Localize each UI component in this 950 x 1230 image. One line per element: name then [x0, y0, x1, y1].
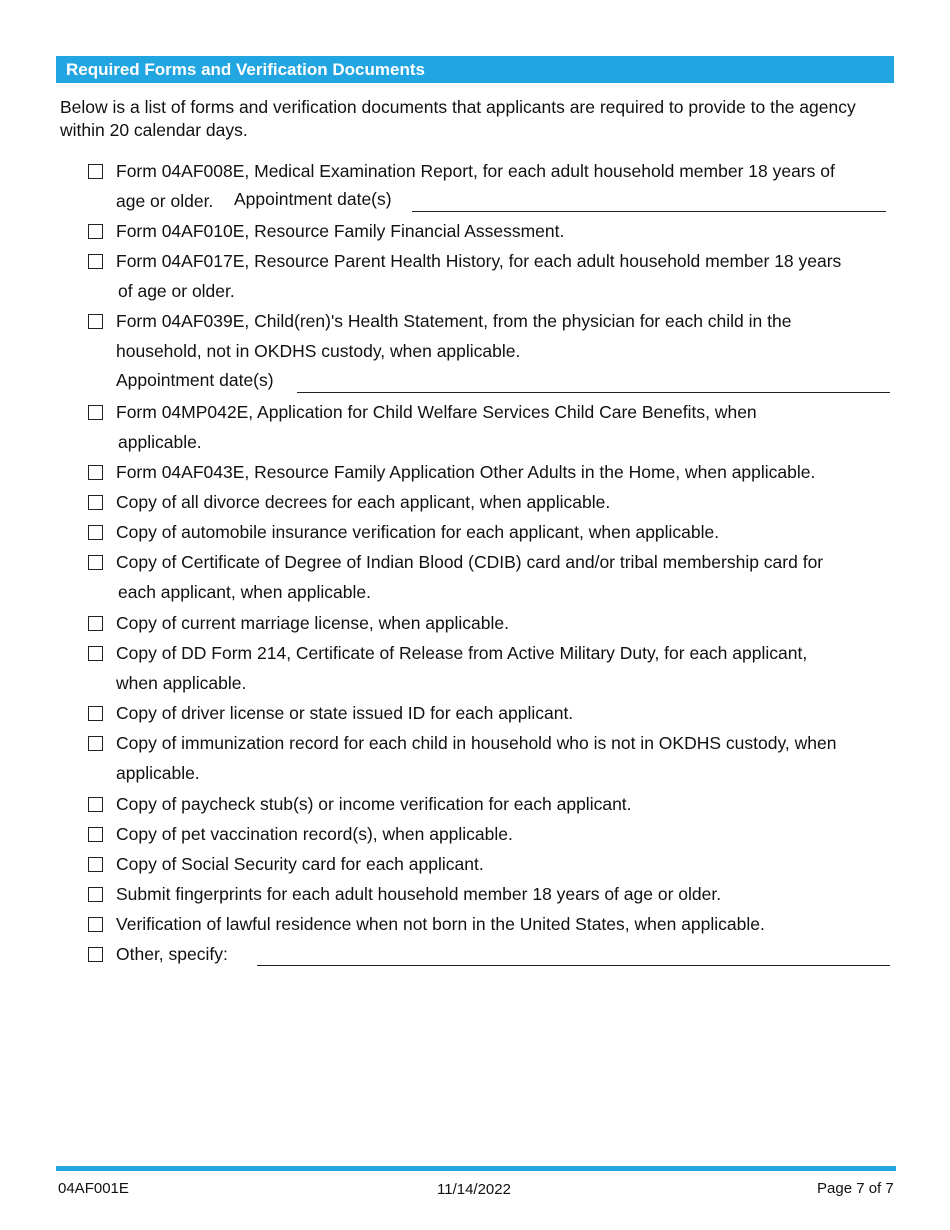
checkbox-marriage-license[interactable]	[88, 616, 103, 631]
section-title: Required Forms and Verification Documents	[66, 60, 425, 79]
checkbox-auto-insurance[interactable]	[88, 525, 103, 540]
appointment-date-input[interactable]	[297, 392, 890, 393]
item-text: Copy of driver license or state issued ID for each applicant.	[116, 703, 574, 723]
checkbox-other-adults[interactable]	[88, 465, 103, 480]
checkbox-cdib-card[interactable]	[88, 555, 103, 570]
item-text: Copy of paycheck stub(s) or income verification for each applicant.	[116, 794, 632, 814]
item-text: Copy of automobile insurance verification for each applicant, when applicable.	[116, 522, 720, 542]
item-text: Verification of lawful residence when not born in the United States, when applicable.	[116, 914, 765, 934]
item-text: Form 04AF010E, Resource Family Financial Assessment.	[116, 221, 565, 241]
form-number: 04AF001E	[58, 1180, 129, 1197]
item-text: Form 04AF043E, Resource Family Application Other Adults in the Home, when applicable.	[116, 462, 816, 482]
item-text-continued: applicable.	[118, 432, 202, 452]
checkbox-immunization-record[interactable]	[88, 736, 103, 751]
checkbox-dd-form-214[interactable]	[88, 646, 103, 661]
item-text-continued: each applicant, when applicable.	[118, 582, 371, 602]
item-text: Copy of current marriage license, when applicable.	[116, 613, 509, 633]
item-text: Form 04MP042E, Application for Child Welfare Services Child Care Benefits, when	[116, 402, 757, 422]
item-text: Form 04AF017E, Resource Parent Health History, for each adult household member 18 years	[116, 251, 842, 271]
item-text: Copy of Social Security card for each applicant.	[116, 854, 484, 874]
item-text: Copy of Certificate of Degree of Indian Blood (CDIB) card and/or tribal membership card for	[116, 552, 824, 572]
footer-divider	[56, 1166, 896, 1171]
item-text-continued: applicable.	[116, 763, 200, 783]
item-text: Copy of pet vaccination record(s), when applicable.	[116, 824, 513, 844]
item-text: Form 04AF039E, Child(ren)'s Health Statement, from the physician for each child in the	[116, 311, 792, 331]
appointment-date-label: Appointment date(s)	[234, 189, 392, 209]
item-text: Submit fingerprints for each adult household member 18 years of age or older.	[116, 884, 722, 904]
checkbox-child-care-benefits[interactable]	[88, 405, 103, 420]
page-number: Page 7 of 7	[817, 1180, 894, 1197]
checkbox-health-history[interactable]	[88, 254, 103, 269]
appointment-date-input[interactable]	[412, 211, 886, 212]
checkbox-pet-vaccination[interactable]	[88, 827, 103, 842]
checkbox-driver-license[interactable]	[88, 706, 103, 721]
checkbox-other[interactable]	[88, 947, 103, 962]
checkbox-paycheck-stub[interactable]	[88, 797, 103, 812]
item-text: Copy of all divorce decrees for each applicant, when applicable.	[116, 492, 611, 512]
item-text: Form 04AF008E, Medical Examination Report, for each adult household member 18 years of	[116, 161, 835, 181]
item-text: Copy of immunization record for each child in household who is not in OKDHS custody, when	[116, 733, 837, 753]
item-text: Copy of DD Form 214, Certificate of Release from Active Military Duty, for each applicant,	[116, 643, 808, 663]
other-specify-label: Other, specify:	[116, 944, 228, 964]
form-date: 11/14/2022	[437, 1181, 511, 1198]
intro-paragraph: Below is a list of forms and verification documents that applicants are required to provide to the agency within 20 calendar days.	[60, 97, 856, 140]
checkbox-financial-assessment[interactable]	[88, 224, 103, 239]
checkbox-social-security-card[interactable]	[88, 857, 103, 872]
other-specify-input[interactable]	[257, 965, 890, 966]
checkbox-fingerprints[interactable]	[88, 887, 103, 902]
section-header	[56, 56, 894, 83]
item-text-continued: household, not in OKDHS custody, when applicable.	[116, 341, 521, 361]
checkbox-medical-exam[interactable]	[88, 164, 103, 179]
item-text-continued: of age or older.	[118, 281, 235, 301]
checkbox-child-health-statement[interactable]	[88, 314, 103, 329]
checkbox-divorce-decrees[interactable]	[88, 495, 103, 510]
appointment-date-label: Appointment date(s)	[116, 370, 274, 390]
checkbox-lawful-residence[interactable]	[88, 917, 103, 932]
item-text-continued: when applicable.	[116, 673, 247, 693]
item-text-continued: age or older.	[116, 191, 214, 211]
